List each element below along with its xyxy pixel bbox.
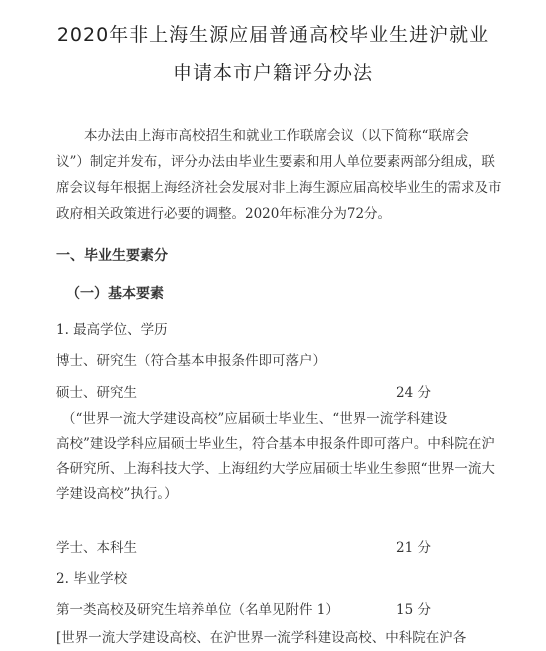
title-line-1: 2020年非上海生源应届普通高校毕业生进沪就业 xyxy=(56,24,490,46)
bachelor-score: 21 分 xyxy=(396,540,431,556)
item-heading-degree: 1. 最高学位、学历 xyxy=(56,322,168,338)
subsection-heading-1: （一）基本要素 xyxy=(66,286,164,302)
school-class1-score: 15 分 xyxy=(396,602,431,618)
master-score: 24 分 xyxy=(396,385,431,401)
intro-paragraph xyxy=(56,123,504,227)
section-heading-1: 一、毕业生要素分 xyxy=(56,248,168,264)
school-list-line: [世界一流大学建设高校、在沪世界一流学科建设高校、中科院在沪各 xyxy=(56,630,467,646)
school-class1-line: 第一类高校及研究生培养单位（名单见附件 1） xyxy=(56,602,339,618)
master-note-rest: 高校”建设学科应届硕士毕业生，符合基本申报条件即可落户。中科院在沪各研究所、上海科技大学、上海纽约大学应届硕士毕业生参照“世界一流大学建设高校”执行。） xyxy=(56,436,495,502)
doctor-line: 博士、研究生（符合基本申报条件即可落户） xyxy=(56,353,326,369)
intro-rest: 议”）制定并发布，评分办法由毕业生要素和用人单位要素两部分组成，联席会议每年根据上海经济社会发展对非上海生源应届高校毕业生的需求及市政府相关政策进行必要的调整。2020年标准分为72分。 xyxy=(56,154,502,222)
master-note-paragraph xyxy=(56,407,504,507)
title-line-2: 申请本市户籍评分办法 xyxy=(172,62,373,84)
master-note-first-line: （“世界一流大学建设高校”应届硕士毕业生、“世界一流学科建设 xyxy=(62,411,448,427)
bachelor-line: 学士、本科生 xyxy=(56,540,137,556)
master-line: 硕士、研究生 xyxy=(56,385,137,401)
intro-first-line: 本办法由上海市高校招生和就业工作联席会议（以下简称“联席会 xyxy=(84,128,469,144)
item-heading-school: 2. 毕业学校 xyxy=(56,571,128,587)
